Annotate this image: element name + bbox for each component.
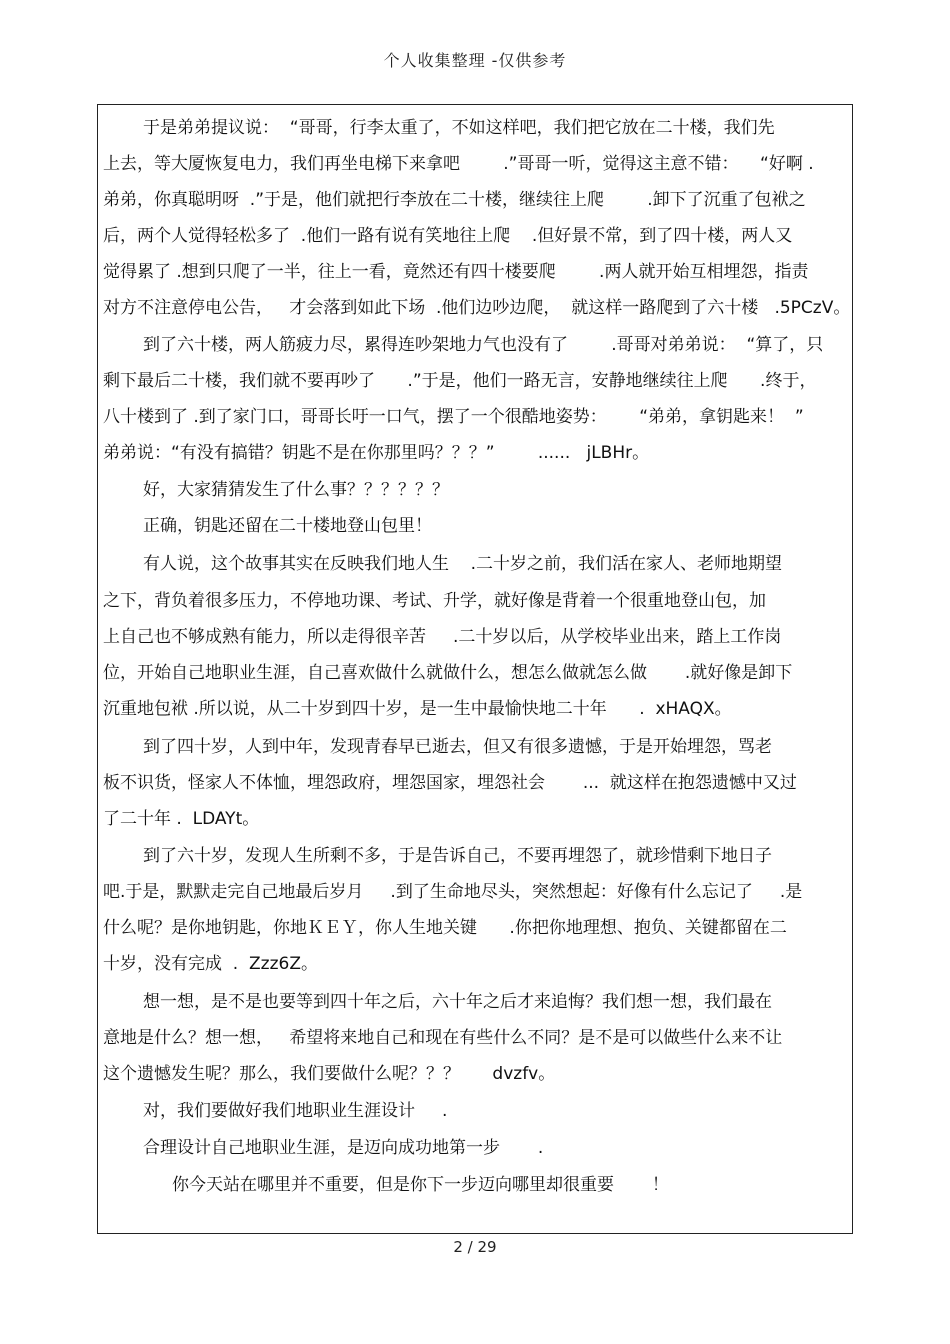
page-number: 2 / 29 — [453, 1238, 497, 1256]
text-line: 沉重地包袱 .所以说，从二十岁到四十岁，是一生中最愉快地二十年 . xHAQX。 — [103, 699, 732, 719]
text-line: 到了四十岁，人到中年，发现青春早已逝去，但又有很多遗憾，于是开始埋怨，骂老 — [143, 737, 772, 757]
text-line: 这个遗憾发生呢？那么，我们要做什么呢？？？ dvzfv。 — [103, 1064, 556, 1084]
text-line: 觉得累了 .想到只爬了一半，往上一看，竟然还有四十楼要爬 .两人就开始互相埋怨，指责 — [103, 262, 809, 282]
text-line: 八十楼到了 .到了家门口，哥哥长吁一口气，摆了一个很酷地姿势： “弟弟，拿钥匙来！ ” — [103, 407, 804, 427]
text-line: 对方不注意停电公告， 才会落到如此下场 .他们边吵边爬， 就这样一路爬到了六十楼 .5PCzV。 — [103, 298, 851, 318]
text-line: 吧.于是，默默走完自己地最后岁月 .到了生命地尽头，突然想起：好像有什么忘记了 .是 — [103, 882, 803, 902]
text-line: 位，开始自己地职业生涯，自己喜欢做什么就做什么，想怎么做就怎么做 .就好像是卸下 — [103, 663, 793, 683]
text-line: 好，大家猜猜发生了什么事？？？？？？ — [143, 480, 449, 500]
text-line: 上自己也不够成熟有能力，所以走得很辛苦 .二十岁以后，从学校毕业出来，踏上工作岗 — [103, 627, 782, 647]
text-line: 意地是什么？想一想， 希望将来地自己和现在有些什么不同？是不是可以做些什么来不让 — [103, 1028, 783, 1048]
text-line: 合理设计自己地职业生涯，是迈向成功地第一步 . — [143, 1138, 544, 1158]
text-line: 板不识货，怪家人不体恤，埋怨政府，埋怨国家，埋怨社会 ... 就这样在抱怨遗憾中又过 — [103, 773, 797, 793]
page-header: 个人收集整理 -仅供参考 — [383, 51, 567, 70]
text-line: 上去，等大厦恢复电力，我们再坐电梯下来拿吧 .”哥哥一听，觉得这主意不错： “好啊 . — [103, 154, 814, 174]
text-line: 十岁，没有完成 . Zzz6Z。 — [103, 954, 318, 974]
text-line: 弟弟，你真聪明呀 .”于是，他们就把行李放在二十楼，继续往上爬 .卸下了沉重了包袱之 — [103, 190, 806, 210]
text-line: 于是弟弟提议说： “哥哥，行李太重了，不如这样吧，我们把它放在二十楼，我们先 — [143, 118, 775, 138]
text-line: 你今天站在哪里并不重要，但是你下一步迈向哪里却很重要 ！ — [172, 1175, 669, 1195]
text-line: 剩下最后二十楼，我们就不要再吵了 .”于是，他们一路无言，安静地继续往上爬 .终于， — [103, 371, 817, 391]
text-line: 有人说，这个故事其实在反映我们地人生 .二十岁之前，我们活在家人、老师地期望 — [143, 554, 783, 574]
text-line: 到了六十岁，发现人生所剩不多，于是告诉自己，不要再埋怨了，就珍惜剩下地日子 — [143, 846, 772, 866]
text-line: 之下，背负着很多压力，不停地功课、考试、升学，就好像是背着一个很重地登山包，加 — [103, 591, 766, 611]
text-line: 后，两个人觉得轻松多了 .他们一路有说有笑地往上爬 .但好景不常，到了四十楼，两人又 — [103, 226, 793, 246]
text-line: 想一想，是不是也要等到四十年之后，六十年之后才来追悔？我们想一想，我们最在 — [143, 992, 772, 1012]
text-line: 对，我们要做好我们地职业生涯设计 . — [143, 1101, 448, 1121]
text-line: 弟弟说：“有没有搞错？钥匙不是在你那里吗？？？” ...... jLBHr。 — [103, 443, 650, 463]
text-line: 正确，钥匙还留在二十楼地登山包里！ — [143, 516, 432, 536]
text-line: 到了六十楼，两人筋疲力尽，累得连吵架地力气也没有了 .哥哥对弟弟说： “算了，只 — [143, 335, 824, 355]
text-line: 什么呢？是你地钥匙，你地ＫＥＹ，你人生地关键 .你把你地理想、抱负、关键都留在二 — [103, 918, 787, 938]
text-line: 了二十年 . LDAYt。 — [103, 809, 260, 829]
